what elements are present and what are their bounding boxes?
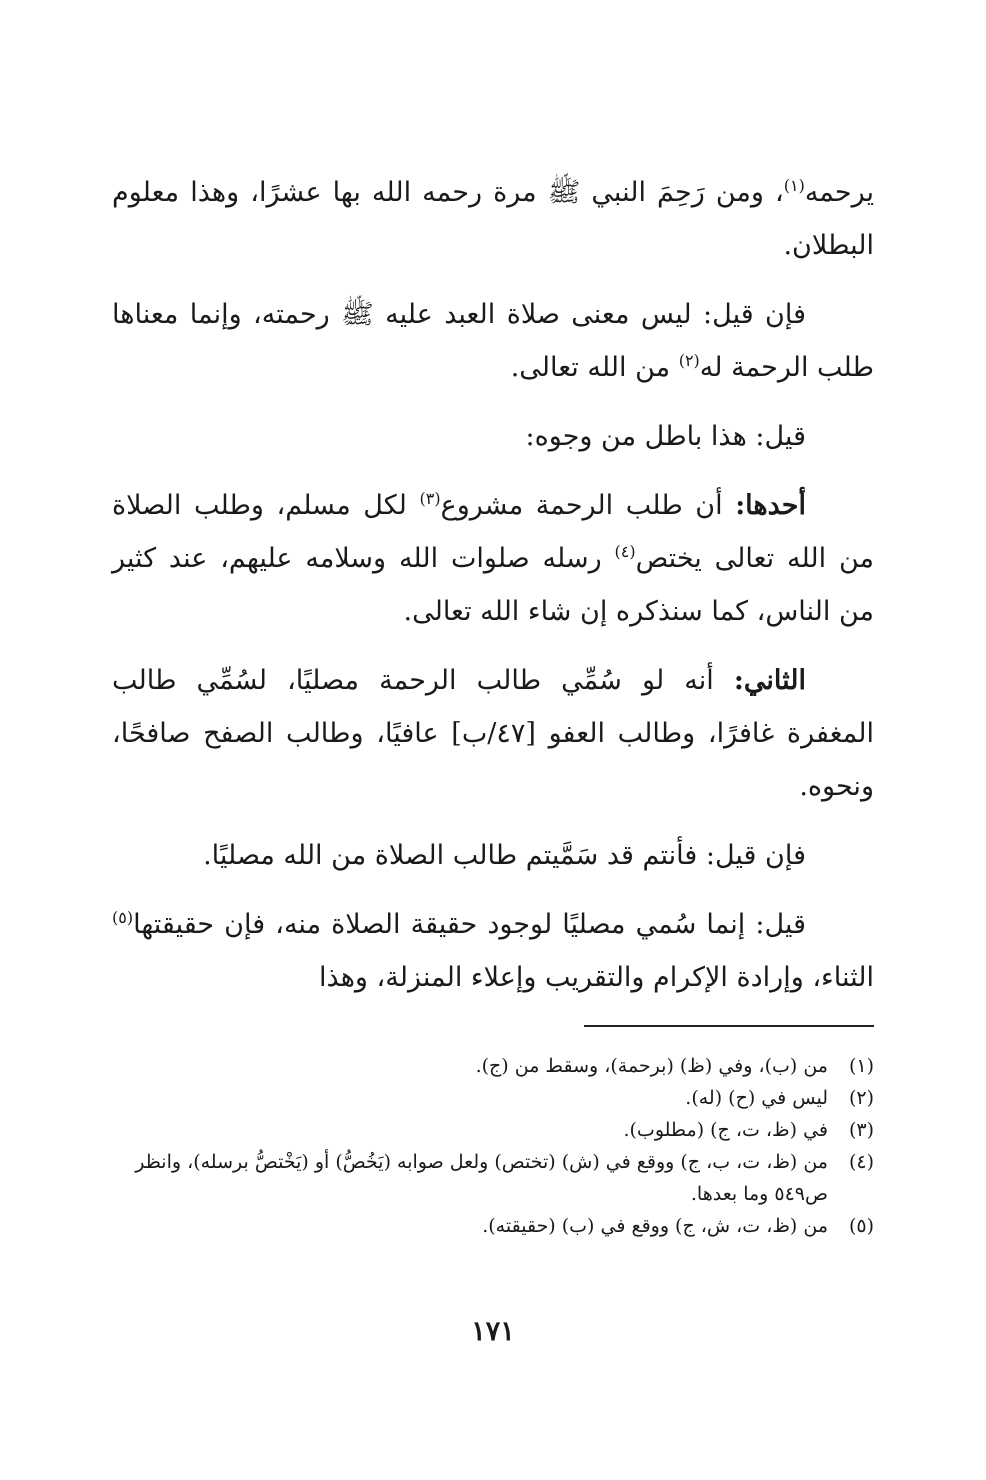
page-number: ١٧١ <box>471 1316 515 1347</box>
footnote <box>112 1114 874 1146</box>
paragraph-4: أحدها: أن طلب الرحمة مشروع$^{(٣)}$ لكل مسلم، وطلب الصلاة من الله تعالى يختص$^{(٤)}$ رسله صلوات الله وسلامه عليهم، عند كثير من الناس، كما سنذكره إن شاء الله تعالى. <box>112 489 874 627</box>
footnote <box>112 1146 874 1210</box>
paragraph-3: قيل: هذا باطل من وجوه: <box>525 421 806 452</box>
paragraph-lead: الثاني: <box>733 665 806 696</box>
footnote-separator <box>584 1025 874 1027</box>
footnote-ref-5: (٥) <box>112 908 134 927</box>
paragraph-lead: أحدها: <box>735 490 806 521</box>
footnote <box>112 1082 874 1114</box>
paragraph-1: يرحمه$^{(١)}$، ومن رَحِمَ النبي ﷺ مرة رحمه الله بها عشرًا، وهذا معلوم البطلان. <box>112 176 874 261</box>
paragraph-6: فإن قيل: فأنتم قد سَمَّيتم طالب الصلاة من الله مصليًا. <box>203 840 806 871</box>
footnote-number: (١) <box>848 1055 874 1077</box>
footnote-ref-3: (٣) <box>419 489 441 508</box>
main-text <box>112 166 874 1020</box>
footnote-ref-1: (١) <box>783 176 805 195</box>
footnotes <box>112 1050 874 1242</box>
footnote-text: من (ظ، ت، ب، ج) ووقع في (ش) (تختص) ولعل صوابه (يَخُصُّ) أو (يَخْتصُّ برسله)، وانظر ص٥٤٩ وما بعدها. <box>135 1151 828 1205</box>
footnote-text: من (ب)، وفي (ظ) (برحمة)، وسقط من (ج). <box>475 1055 828 1077</box>
paragraph-7: قيل: إنما سُمي مصليًا لوجود حقيقة الصلاة منه، فإن حقيقتها$^{(٥)}$ الثناء، وإرادة الإكرام والتقريب وإعلاء المنزلة، وهذا <box>112 908 874 993</box>
footnote-number: (٢) <box>848 1087 874 1109</box>
footnote-text: ليس في (ح) (له). <box>685 1087 828 1109</box>
footnote-text: من (ظ، ت، ش، ج) ووقع في (ب) (حقيقته). <box>482 1215 828 1237</box>
footnote <box>112 1050 874 1082</box>
footnote <box>112 1210 874 1242</box>
footnote-ref-2: (٢) <box>678 351 700 370</box>
footnote-number: (٣) <box>848 1119 874 1141</box>
footnote-text: في (ظ، ت، ج) (مطلوب). <box>623 1119 828 1141</box>
footnote-ref-4: (٤) <box>614 542 636 561</box>
footnote-number: (٤) <box>848 1151 874 1173</box>
footnote-number: (٥) <box>848 1215 874 1237</box>
paragraph-2: فإن قيل: ليس معنى صلاة العبد عليه ﷺ رحمته، وإنما معناها طلب الرحمة له$^{(٢)}$ من الله تعالى. <box>112 299 874 383</box>
paragraph-5: الثاني: أنه لو سُمِّي طالب الرحمة مصليًا، لسُمِّي طالب المغفرة غافرًا، وطالب العفو [٤٧/ب] عافيًا، وطالب الصفح صافحًا، ونحوه. <box>112 665 874 802</box>
